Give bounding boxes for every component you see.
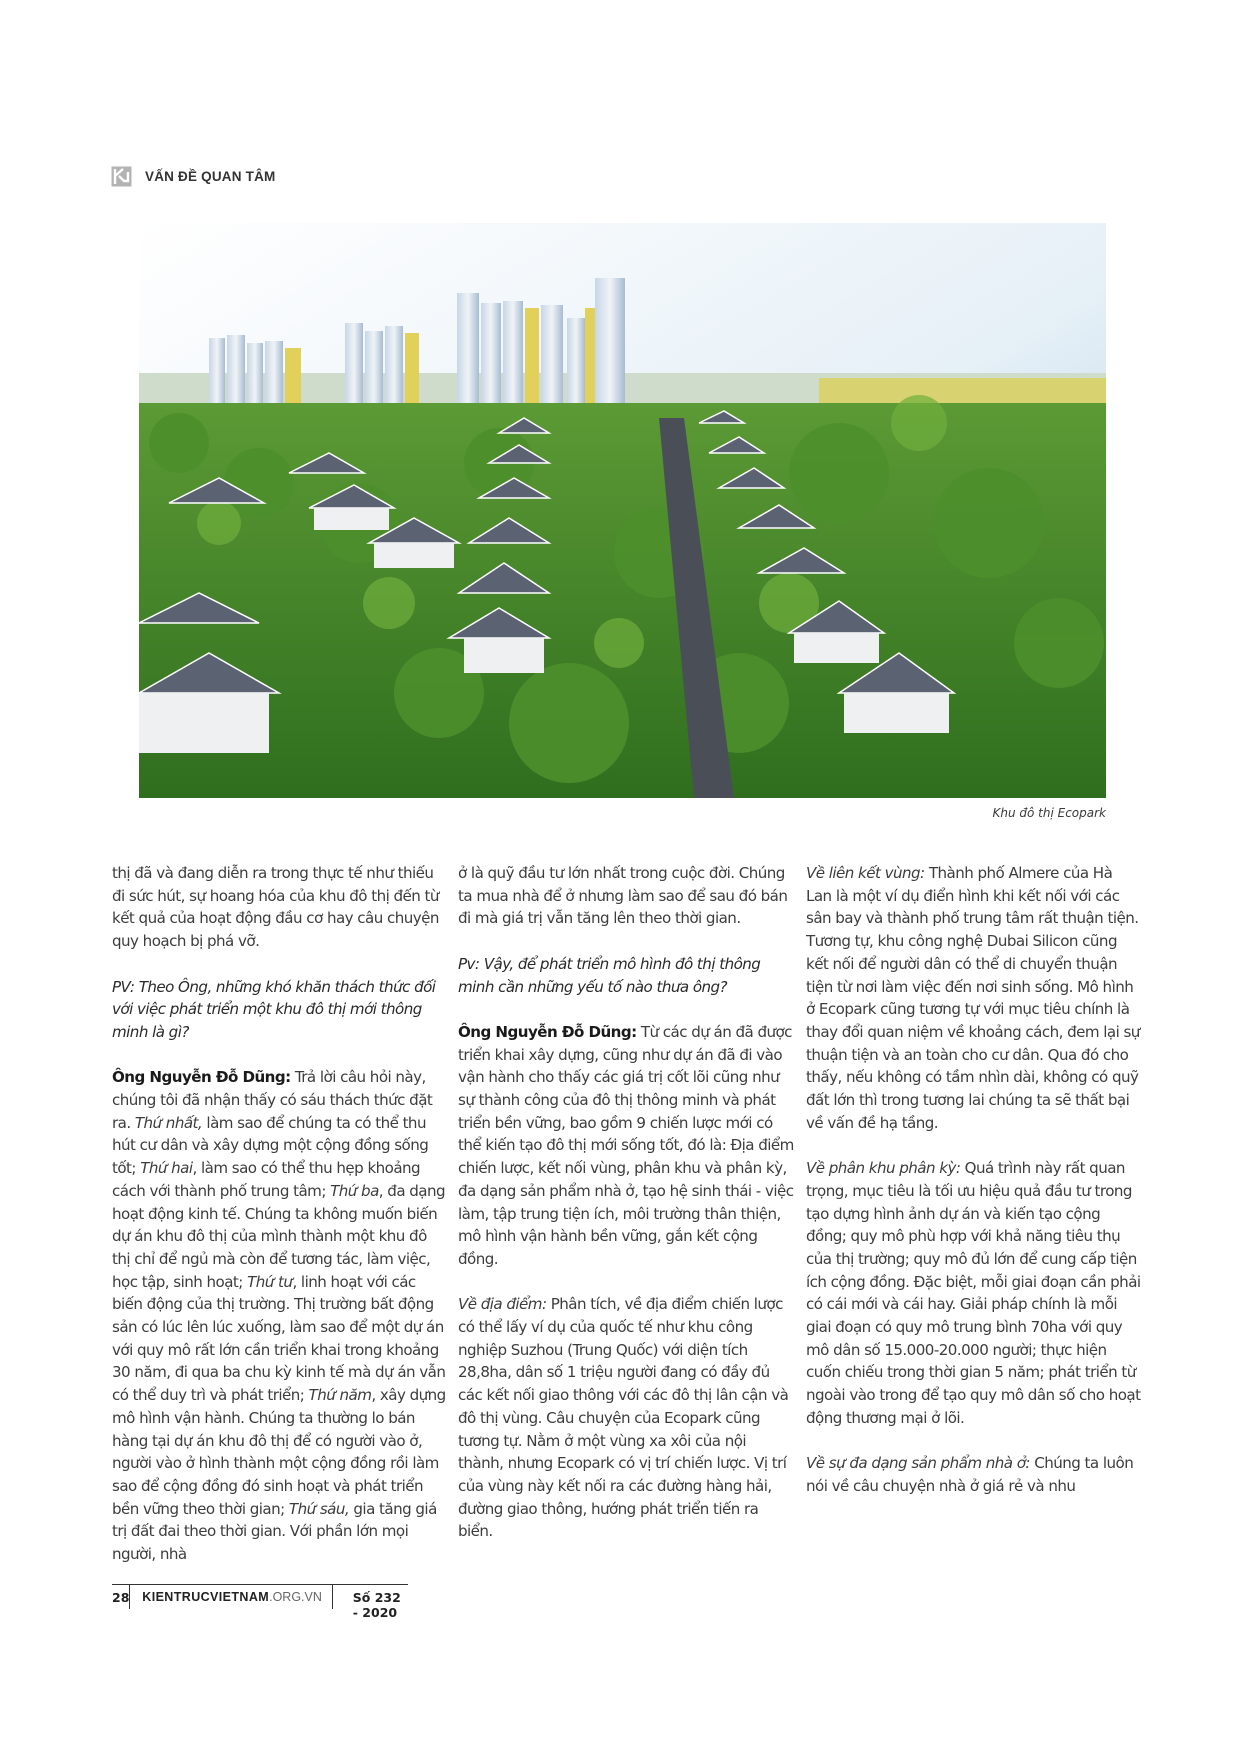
emphasis-text: Thứ năm bbox=[308, 1386, 372, 1405]
speaker-name: Ông Nguyễn Đỗ Dũng: bbox=[458, 1022, 637, 1041]
page-number: 28 bbox=[112, 1590, 130, 1605]
footer-divider bbox=[129, 1585, 130, 1609]
magazine-website-link[interactable] bbox=[142, 1585, 322, 1609]
article-paragraph bbox=[806, 862, 1142, 1134]
article-paragraph bbox=[458, 862, 794, 930]
article-paragraph bbox=[806, 1157, 1142, 1429]
emphasis-text: Thứ tư bbox=[247, 1272, 293, 1291]
body-text: , làm sao có thể thu hẹp khoảng cách với thành phố trung tâm; bbox=[112, 1159, 421, 1200]
body-text: , đa dạng hoạt động kinh tế. Chúng ta không muốn biến dự án khu đô thị của mình thành một khu đô thị chỉ để ngủ mà còn để tương tác, làm việc, học tập, sinh hoạt; bbox=[112, 1181, 446, 1291]
article-column-2 bbox=[458, 862, 794, 1566]
footer-divider bbox=[332, 1585, 333, 1609]
body-text: PV: Theo Ông, những khó khăn thách thức đối với việc phát triển một khu đô thị mới thông minh là gì? bbox=[112, 977, 436, 1041]
body-text: Từ các dự án đã được triển khai xây dựng, cũng như dự án đã đi vào vận hành cho thấy các giá trị cốt lõi cũng như sự thành công của đô thị thông minh và phát triển bền vững, bao gồm 9 chiến lược mới có thể kiến tạo đô thị mới sống tốt, đó là: Địa điểm chiến lược, kết nối vùng, phân khu và phân kỳ, đa dạng sản phẩm nhà ở, tạo hệ sinh thái - việc làm, tập trung tiện ích, môi trường thân thiện, mô hình vận hành bền vững, gắn kết cộng đồng. bbox=[458, 1022, 794, 1268]
article-paragraph bbox=[806, 1452, 1142, 1497]
body-text: Quá trình này rất quan trọng, mục tiêu là tối ưu hiệu quả đầu tư trong tạo dựng hình ảnh dự án và kiến tạo cộng đồng; quy mô phù hợp với khả năng tiêu thụ của thị trường; quy mô đủ lớn để cung cấp tiện ích cộng đồng. Đặc biệt, mỗi giai đoạn cần phải có cái mới và cái hay. Giải pháp chính là mỗi giai đoạn có quy mô trung bình 70ha với quy mô dân số 15.000-20.000 người; thực hiện cuốn chiếu trong thời gian 5 năm; phát triển từ ngoài vào trong để tạo quy mô dân số cho hoạt động thương mại ở lõi. bbox=[806, 1159, 1141, 1427]
page-footer bbox=[112, 1584, 408, 1620]
article-paragraph bbox=[458, 1293, 794, 1543]
article-paragraph bbox=[112, 862, 448, 953]
interview-question bbox=[458, 953, 794, 998]
site-name: KIENTRUCVIETNAM bbox=[142, 1590, 270, 1604]
body-text: Phân tích, về địa điểm chiến lược có thể lấy ví dụ của quốc tế như khu công nghiệp Suzhou (Trung Quốc) với diện tích 28,8ha, dân số 1 triệu người đang có đầy đủ các kết nối giao thông với các đô thị lân cận và đô thị vùng. Câu chuyện của Ecopark cũng tương tự. Nằm ở một vùng xa xôi của nội thành, nhưng Ecopark có vị trí chiến lược. Vị trí của vùng này kết nối ra các đường hàng hải, đường giao thông, hướng phát triển tiến ra biển. bbox=[458, 1295, 789, 1541]
article-column-1 bbox=[112, 862, 448, 1588]
interview-answer bbox=[112, 1066, 448, 1565]
emphasis-text: Về địa điểm: bbox=[458, 1295, 547, 1314]
issue-number: Số 232 - 2020 bbox=[352, 1590, 401, 1620]
site-domain: .ORG.VN bbox=[269, 1590, 322, 1604]
emphasis-text: Thứ sáu, bbox=[288, 1499, 350, 1518]
emphasis-text: Thứ nhất, bbox=[134, 1113, 203, 1132]
interview-answer bbox=[458, 1021, 794, 1271]
article-column-3 bbox=[806, 862, 1142, 1520]
emphasis-text: Về sự đa dạng sản phẩm nhà ở: bbox=[806, 1454, 1030, 1473]
ecopark-aerial-photo bbox=[139, 223, 1106, 798]
body-text: Thành phố Almere của Hà Lan là một ví dụ điển hình khi kết nối với các sân bay và thành phố trung tâm rất thuận tiện. Tương tự, khu công nghệ Dubai Silicon cũng kết nối để người dân có thể di chuyển thuận tiện từ nơi làm việc đến nơi sinh sống. Mô hình ở Ecopark cũng tương tự với mục tiêu chính là thay đổi quan niệm về khoảng cách, đem lại sự thuận tiện và an toàn cho cư dân. Qua đó cho thấy, nếu không có tầm nhìn dài, không có quỹ đất lớn thì trong tương lai chúng ta sẽ thất bại về vấn đề hạ tầng. bbox=[806, 864, 1140, 1132]
emphasis-text: Thứ hai bbox=[140, 1159, 193, 1178]
emphasis-text: Về phân khu phân kỳ: bbox=[806, 1159, 961, 1178]
magazine-logo-icon bbox=[111, 166, 132, 187]
body-text: ở là quỹ đầu tư lớn nhất trong cuộc đời. Chúng ta mua nhà để ở nhưng làm sao để sau đó bán đi mà giá trị vẫn tăng lên theo thời gian. bbox=[458, 864, 788, 928]
body-text: gia tăng giá trị đất đai theo thời gian. Với phần lớn mọi người, nhà bbox=[112, 1499, 437, 1564]
section-title: VẤN ĐỀ QUAN TÂM bbox=[145, 168, 276, 184]
body-text: Trả lời câu hỏi này, chúng tôi đã nhận thấy có sáu thách thức đặt ra. bbox=[112, 1068, 433, 1132]
emphasis-text: Thứ ba bbox=[330, 1181, 379, 1200]
body-text: Pv: Vậy, để phát triển mô hình đô thị thông minh cần những yếu tố nào thưa ông? bbox=[458, 954, 761, 996]
body-text: Chúng ta luôn nói về câu chuyện nhà ở giá rẻ và nhu bbox=[806, 1454, 1134, 1495]
body-text: , linh hoạt với các biến động của thị trường. Thị trường bất động sản có lúc lên lúc xuống, làm sao để một dự án với quy mô rất lớn cần triển khai trong khoảng 30 năm, đi qua ba chu kỳ kinh tế mà dự án vẫn có thể duy trì và phát triển; bbox=[112, 1272, 446, 1405]
body-text: làm sao để chúng ta có thể thu hút cư dân và xây dựng một cộng đồng sống tốt; bbox=[112, 1113, 429, 1178]
emphasis-text: Về liên kết vùng: bbox=[806, 864, 925, 882]
body-text: thị đã và đang diễn ra trong thực tế như thiếu đi sức hút, sự hoang hóa của khu đô thị đến từ kết quả của hoạt động đầu cơ hay câu chuyện quy hoạch bị phá vỡ. bbox=[112, 864, 439, 951]
interview-question bbox=[112, 976, 448, 1044]
photo-caption: Khu đô thị Ecopark bbox=[992, 806, 1106, 820]
body-text: , xây dựng mô hình vận hành. Chúng ta thường lo bán hàng tại dự án khu đô thị để có người vào ở, người vào ở hình thành một cộng đồng rồi làm sao để cộng đồng đó sinh hoạt và phát triển bền vững theo thời gian; bbox=[112, 1386, 446, 1518]
section-header bbox=[111, 165, 276, 187]
speaker-name: Ông Nguyễn Đỗ Dũng: bbox=[112, 1068, 291, 1087]
